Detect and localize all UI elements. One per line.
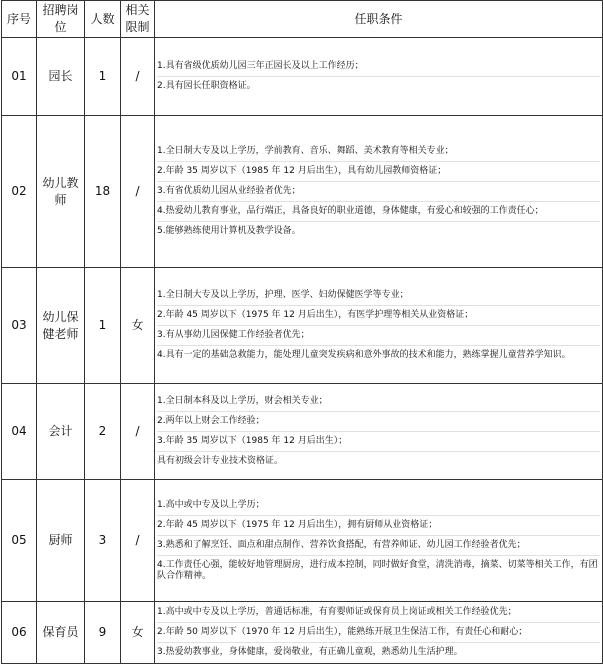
row-count: 2 bbox=[85, 384, 121, 480]
row-position: 保育员 bbox=[37, 602, 85, 664]
row-count: 9 bbox=[85, 602, 121, 664]
requirement-line: 3.热爱幼教事业，身体健康，爱岗敬业，有正确儿童观，熟悉幼儿生活护理。 bbox=[157, 647, 463, 657]
table-row bbox=[2, 384, 603, 480]
row-no: 03 bbox=[2, 268, 37, 384]
row-no: 06 bbox=[2, 602, 37, 664]
requirement-line: 4.具有一定的基础急救能力，能处理儿童突发疾病和意外事故的技术和能力，熟练掌握儿童营养学知识。 bbox=[157, 350, 571, 360]
requirement-line: 2.具有园长任职资格证。 bbox=[157, 81, 256, 91]
header-restriction: 相关限制 bbox=[121, 1, 155, 38]
row-restriction: / bbox=[121, 38, 155, 116]
row-no: 04 bbox=[2, 384, 37, 480]
requirement-line: 1.全日制大专及以上学历，护理、医学、妇幼保健医学等专业； bbox=[157, 286, 600, 306]
requirement-line: 4.工作责任心强，能较好地管理厨房，进行成本控制，同时做好食堂，清洗消毒，摘菜、切菜等相关工作，有团队合作精神。 bbox=[157, 559, 598, 581]
row-restriction: / bbox=[121, 480, 155, 602]
table-row bbox=[2, 602, 603, 664]
recruitment-table bbox=[1, 0, 603, 664]
requirement-line: 1.具有省级优质幼儿园三年正园长及以上工作经历； bbox=[157, 57, 600, 77]
row-count: 18 bbox=[85, 116, 121, 268]
requirement-line: 1.高中或中专及以上学历，普通话标准，有育婴师证或保育员上岗证或相关工作经验优先； bbox=[157, 603, 600, 623]
requirement-line: 2.两年以上财会工作经验； bbox=[157, 412, 600, 432]
row-requirements bbox=[155, 602, 603, 664]
requirement-line: 1.全日制本科及以上学历，财会相关专业； bbox=[157, 392, 600, 412]
row-restriction: / bbox=[121, 116, 155, 268]
requirement-line: 3.熟悉和了解烹饪、面点和甜点制作、营养饮食搭配，有营养师证、幼儿园工作经验者优先； bbox=[157, 536, 600, 556]
requirement-line: 2.年龄 35 周岁以下（1985 年 12 月后出生），具有幼儿园教师资格证； bbox=[157, 162, 600, 182]
row-count: 1 bbox=[85, 38, 121, 116]
header-requirements: 任职条件 bbox=[155, 1, 603, 38]
row-count: 3 bbox=[85, 480, 121, 602]
table-row bbox=[2, 480, 603, 602]
row-requirements bbox=[155, 480, 603, 602]
row-requirements bbox=[155, 38, 603, 116]
table-row bbox=[2, 268, 603, 384]
requirement-line: 1.全日制大专及以上学历，学前教育、音乐、舞蹈、美术教育等相关专业； bbox=[157, 142, 600, 162]
requirement-line: 3.有从事幼儿园保健工作经验者优先； bbox=[157, 326, 600, 346]
row-restriction: 女 bbox=[121, 268, 155, 384]
requirement-line: 4.热爱幼儿教育事业，品行端正，具备良好的职业道德，身体健康，有爱心和较强的工作责任心； bbox=[157, 202, 600, 222]
row-requirements bbox=[155, 384, 603, 480]
row-position: 会计 bbox=[37, 384, 85, 480]
row-position: 园长 bbox=[37, 38, 85, 116]
row-requirements bbox=[155, 268, 603, 384]
row-no: 01 bbox=[2, 38, 37, 116]
row-no: 05 bbox=[2, 480, 37, 602]
row-no: 02 bbox=[2, 116, 37, 268]
row-position: 幼儿教师 bbox=[37, 116, 85, 268]
table-row bbox=[2, 116, 603, 268]
row-restriction: 女 bbox=[121, 602, 155, 664]
requirement-line: 2.年龄 45 周岁以下（1975 年 12 月后出生），有医学护理等相关从业资格证； bbox=[157, 306, 600, 326]
requirement-line: 3.有省优质幼儿园从业经验者优先； bbox=[157, 182, 600, 202]
requirement-line: 3.年龄 35 周岁以下（1985 年 12 月后出生）； bbox=[157, 432, 600, 452]
requirement-line: 2.年龄 50 周岁以下（1970 年 12 月后出生），能熟练开展卫生保洁工作，有责任心和耐心； bbox=[157, 623, 600, 643]
header-row bbox=[2, 1, 603, 38]
header-position: 招聘岗位 bbox=[37, 1, 85, 38]
row-requirements bbox=[155, 116, 603, 268]
row-position: 厨师 bbox=[37, 480, 85, 602]
row-count: 1 bbox=[85, 268, 121, 384]
requirement-line: 2.年龄 45 周岁以下（1975 年 12 月后出生），拥有厨师从业资格证； bbox=[157, 516, 600, 536]
header-no: 序号 bbox=[2, 1, 37, 38]
requirement-line: 1.高中或中专及以上学历； bbox=[157, 496, 600, 516]
table-row bbox=[2, 38, 603, 116]
requirement-line: 5.能够熟练使用计算机及教学设备。 bbox=[157, 226, 301, 236]
row-restriction: / bbox=[121, 384, 155, 480]
requirement-line: 具有初级会计专业技术资格证。 bbox=[157, 456, 284, 466]
header-count: 人数 bbox=[85, 1, 121, 38]
row-position: 幼儿保健老师 bbox=[37, 268, 85, 384]
